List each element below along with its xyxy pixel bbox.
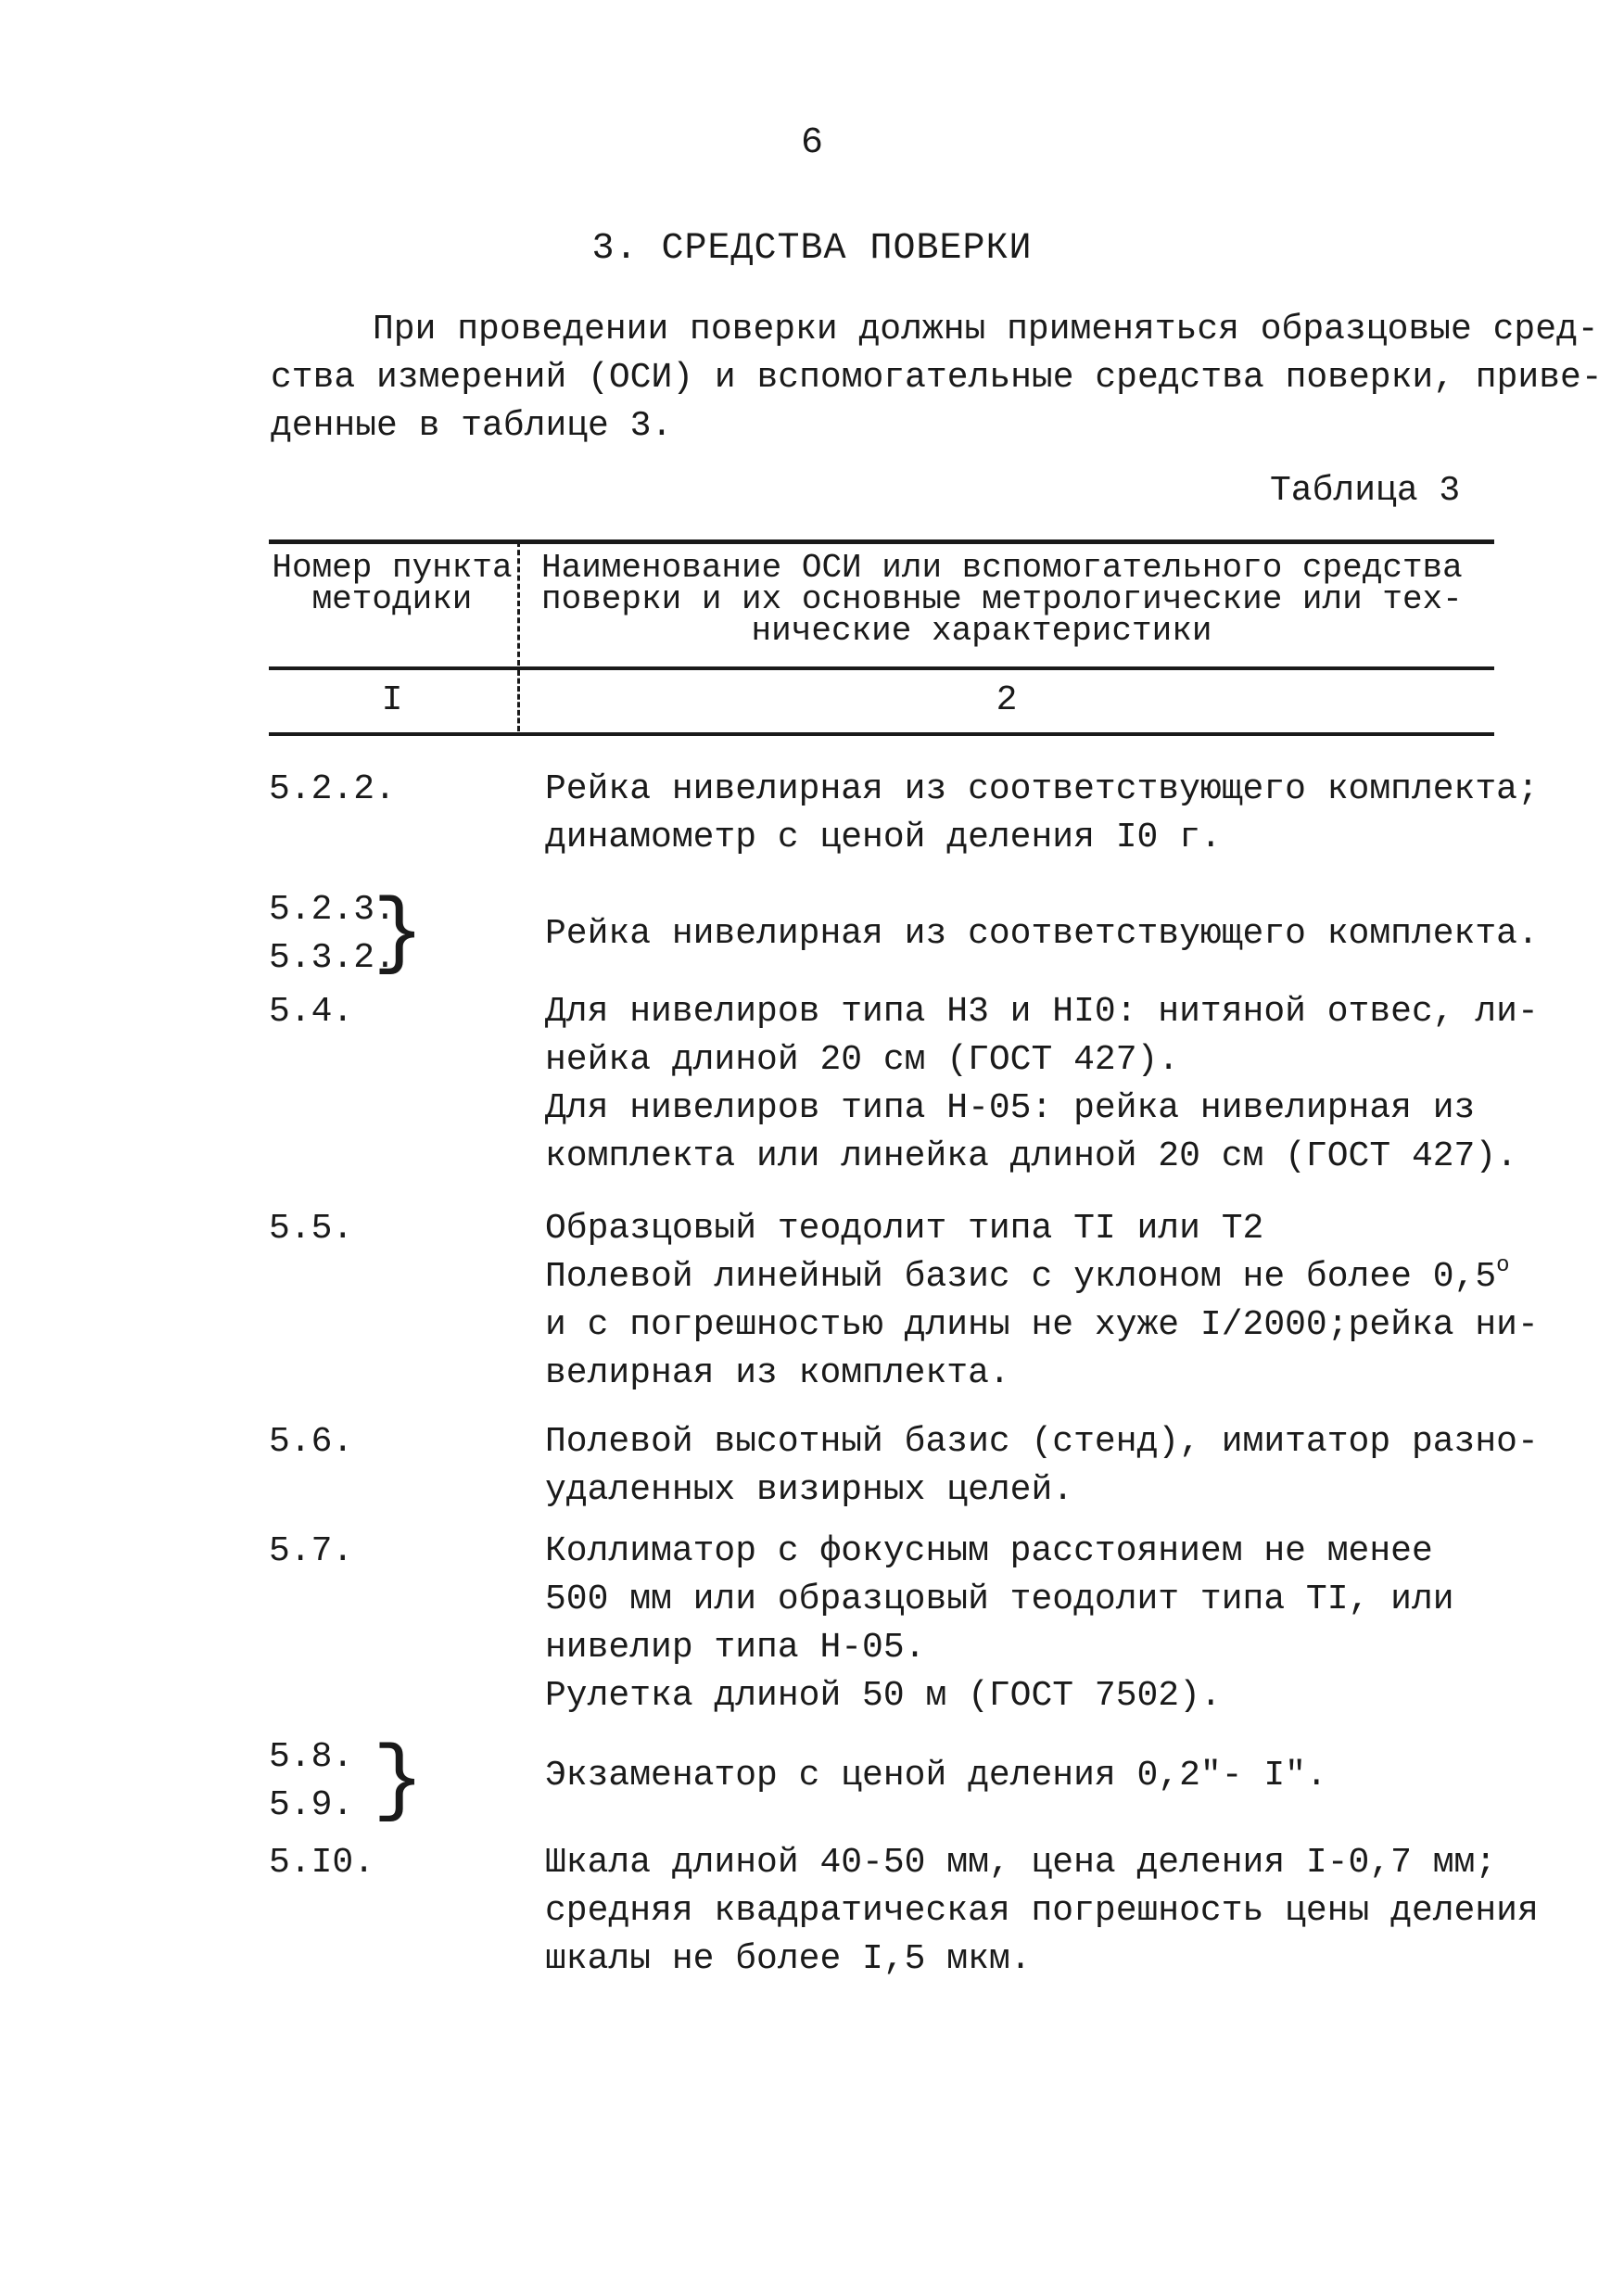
row-description [545,1418,1539,1515]
row-description [545,988,1539,1181]
item-number: 5.4. [269,992,354,1032]
row-number [269,988,353,1036]
description-text: Полевой линейный базис с уклоном не более 0,5 [545,1257,1497,1297]
description-line: 500 мм или образцовый теодолит типа TI, или [545,1580,1454,1619]
row-description [545,1528,1500,1720]
description-line: динамометр с ценой деления I0 г. [545,818,1222,857]
table-top-rule [269,539,1494,544]
intro-paragraph [271,306,1603,450]
row-number [269,885,425,983]
item-number: 5.I0. [269,1843,375,1883]
description-line: Образцовый теодолит типа TI или Т2 [545,1209,1264,1249]
description-line: комплекта или линейка длиной 20 см (ГОСТ 427). [545,1136,1517,1176]
row-number [269,1205,353,1253]
row-number [269,1418,353,1466]
description-line: нейка длиной 20 см (ГОСТ 427). [545,1040,1180,1080]
intro-line: При проведении поверки должны применяться образцовые сред- [373,310,1599,349]
row-description [545,1839,1539,1984]
column-number-2: 2 [996,680,1018,720]
right-brace: } [373,1732,425,1830]
section-title: 3. СРЕДСТВА ПОВЕРКИ [591,228,1033,270]
column-divider [517,541,520,666]
row-number [269,1732,425,1830]
table-header-rule [269,666,1494,670]
degree-superscript: о [1496,1253,1510,1278]
description-line: Для нивелиров типа Н-05: рейка нивелирная из [545,1088,1476,1128]
description-line: велирная из комплекта. [545,1353,1010,1393]
item-number: 5.8. [269,1737,354,1777]
header-text: Наименование ОСИ или вспомогательного средства [541,549,1463,587]
description-line: Рейка нивелирная из соответствующего комплекта; [545,769,1539,809]
description-line: Рулетка длиной 50 м (ГОСТ 7502). [545,1676,1222,1716]
description-line: шкалы не более I,5 мкм. [545,1939,1032,1979]
right-brace: } [373,885,425,983]
description-line: Коллиматор с фокусным расстоянием не менее [545,1531,1433,1571]
description-line: средняя квадратическая погрешность цены деления [545,1891,1539,1931]
item-number: 5.2.3. [269,890,396,930]
row-number [269,1839,374,1887]
header-text: методики [311,580,473,618]
column-number-1: I [381,680,403,720]
description-line: Для нивелиров типа Н3 и НI0: нитяной отвес, ли- [545,992,1539,1032]
row-number [269,1528,353,1576]
item-number: 5.9. [269,1785,354,1825]
row-description [545,1205,1539,1398]
header-text: нические характеристики [751,612,1212,650]
description-line: и с погрешностью длины не хуже I/2000;рейка ни- [545,1305,1539,1345]
table-numbering-rule [269,732,1494,736]
description-line: Рейка нивелирная из соответствующего комплекта. [545,914,1539,954]
intro-line: ства измерений (ОСИ) и вспомогательные средства поверки, приве- [271,358,1603,398]
header-text: Номер пункта [272,549,513,587]
header-col-item-number [269,549,515,618]
description-line: Экзаменатор с ценой деления 0,2"- I". [545,1756,1327,1795]
row-description [545,910,1539,958]
item-number: 5.6. [269,1422,354,1462]
description-line: нивелир типа Н-05. [545,1628,926,1668]
description-line: Шкала длиной 40-50 мм, цена деления I-0,7 мм; [545,1843,1497,1883]
row-number [269,766,396,814]
row-description [545,766,1539,862]
description-line [545,1253,1510,1301]
header-text: поверки и их основные метрологические или тех- [541,580,1463,618]
description-line: удаленных визирных целей. [545,1470,1074,1510]
intro-line: денные в таблице 3. [271,406,673,446]
row-description [545,1752,1500,1800]
description-line: Полевой высотный базис (стенд), имитатор разно- [545,1422,1539,1462]
header-col-description [541,549,1478,650]
item-number: 5.2.2. [269,769,396,809]
item-number: 5.3.2. [269,938,396,978]
item-number: 5.7. [269,1531,354,1571]
item-number: 5.5. [269,1209,354,1249]
page-number: 6 [800,122,823,164]
table-caption: Таблица 3 [1270,471,1461,511]
